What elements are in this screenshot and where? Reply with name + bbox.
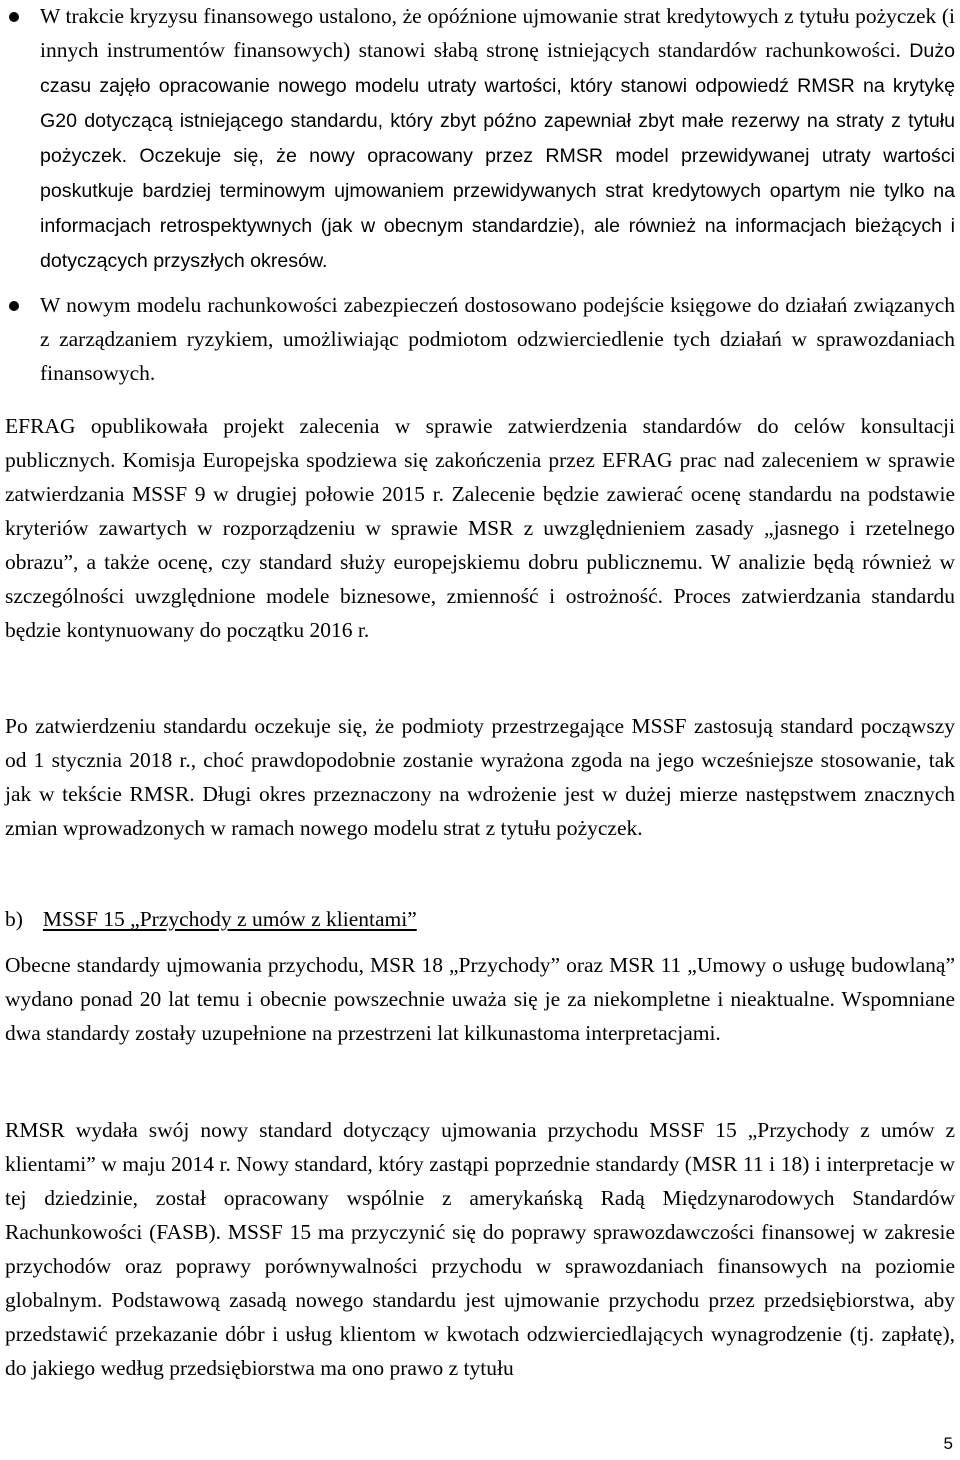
bullet-text-serif: W trakcie kryzysu finansowego ustalono, że opóźnione ujmowanie strat kredytowych z tytułu pożyczek (i innych instrumentów finansowych) stanowi słabą stronę istniejących standardów rachunkowości. — [40, 4, 955, 62]
paragraph-application — [5, 709, 955, 845]
bullet-paragraph: W nowym modelu rachunkowości zabezpieczeń dostosowano podejście księgowe do działań związanych z zarządzaniem ryzykiem, umożliwiając podmiotom odzwierciedlenie tych działań w sprawozdaniach finansowych. — [40, 293, 955, 385]
paragraph-rmsr — [5, 1113, 955, 1385]
bullet-list — [0, 0, 960, 390]
heading-marker: b) — [5, 907, 23, 931]
paragraph-text: RMSR wydała swój nowy standard dotyczący ujmowania przychodu MSSF 15 „Przychody z umów z klientami” w maju 2014 r. Nowy standard, który zastąpi poprzednie standardy (MSR 11 i 18) i interpretacje w tej dziedzinie, został opracowany wspólnie z amerykańską Radą Międzynarodowych Standardów Rachunkowości (FASB). MSSF 15 ma przyczynić się do poprawy sprawozdawczości finansowej w zakresie przychodów oraz poprawy porównywalności przychodu w sprawozdaniach finansowych na poziomie globalnym. Podstawową zasadą nowego standardu jest ujmowanie przychodu przez przedsiębiorstwa, aby przedstawić przekazanie dóbr i usług klientom w kwotach odzwierciedlających wynagrodzenie (tj. zapłatę), do jakiego według przedsiębiorstwa ma ono prawo z tytułu — [5, 1118, 955, 1380]
heading-title: MSSF 15 „Przychody z umów z klientami” — [42, 907, 417, 931]
paragraph-current-standards — [5, 948, 955, 1050]
bullet-text-sans: Dużo czasu zajęło opracowanie nowego modelu utraty wartości, który stanowi odpowiedź RMSR na krytykę G20 dotyczącą istniejącego standardu, który zbyt późno zapewniał zbyt małe rezerwy na straty z tytułu pożyczek. Oczekuje się, że nowy opracowany przez RMSR model przewidywanej utraty wartości poskutkuje bardziej terminowym ujmowaniem przewidywanych strat kredytowych opartym nie tylko na informacjach retrospektywnych (jak w obecnym standardzie), ale również na informacjach bieżących i dotyczących przyszłych okresów. — [40, 40, 956, 272]
section-heading — [5, 902, 955, 936]
paragraph-part: Po zatwierdzeniu standardu oczekuje się, że podmioty przestrzegające MSSF zastosują standard począwszy od 1 stycznia 2018 r. — [5, 714, 955, 772]
paragraph-part: W analizie będą również w szczególności uwzględnione modele biznesowe, zmienność i ostrożność. Proces zatwierdzania standardu będzie kontynuowany do początku 2016 r. — [5, 550, 955, 642]
bullet-paragraph — [40, 0, 955, 278]
paragraph-text — [5, 409, 955, 647]
paragraph-part: , choć prawdopodobnie zostanie wyrażona zgoda na jego wcześniejsze stosowanie, tak jak w tekście RMSR. Długi okres przeznaczony na wdrożenie jest w dużej mierze następstwem znacznych zmian wprowadzonych w ramach nowego modelu strat z tytułu pożyczek. — [5, 748, 955, 840]
bullet-item-credit-losses — [0, 0, 955, 278]
paragraph-text: Obecne standardy ujmowania przychodu, MSR 18 „Przychody” oraz MSR 11 „Umowy o usługę budowlaną” wydano ponad 20 lat temu i obecnie powszechnie uważa się je za niekompletne i nieaktualne. Wspomniane dwa standardy zostały uzupełnione na przestrzeni lat kilkunastoma interpretacjami. — [5, 953, 955, 1045]
bullet-dot-icon — [9, 12, 19, 22]
heading-line — [5, 902, 955, 936]
page-number: 5 — [943, 1434, 953, 1453]
paragraph-efrag — [5, 409, 955, 647]
paragraph-text — [5, 709, 955, 845]
bullet-dot-icon — [9, 301, 19, 311]
paragraph-part: EFRAG opublikowała projekt zalecenia w sprawie zatwierdzenia standardów do celów konsultacji publicznych. Komisja Europejska spodziewa się zakończenia przez EFRAG prac nad zaleceniem w sprawie zatwierdzania MSSF 9 w drugiej połowie 2015 r. Zalecenie będzie zawierać ocenę standardu na podstawie kryteriów zawartych w rozporządzeniu w sprawie MSR z uwzględnieniem zasady „jasnego i rzetelnego obrazu”, a także ocenę, czy standard służy europejskiemu dobru publicznemu. — [5, 414, 955, 574]
bullet-item-hedge-accounting — [0, 288, 955, 390]
